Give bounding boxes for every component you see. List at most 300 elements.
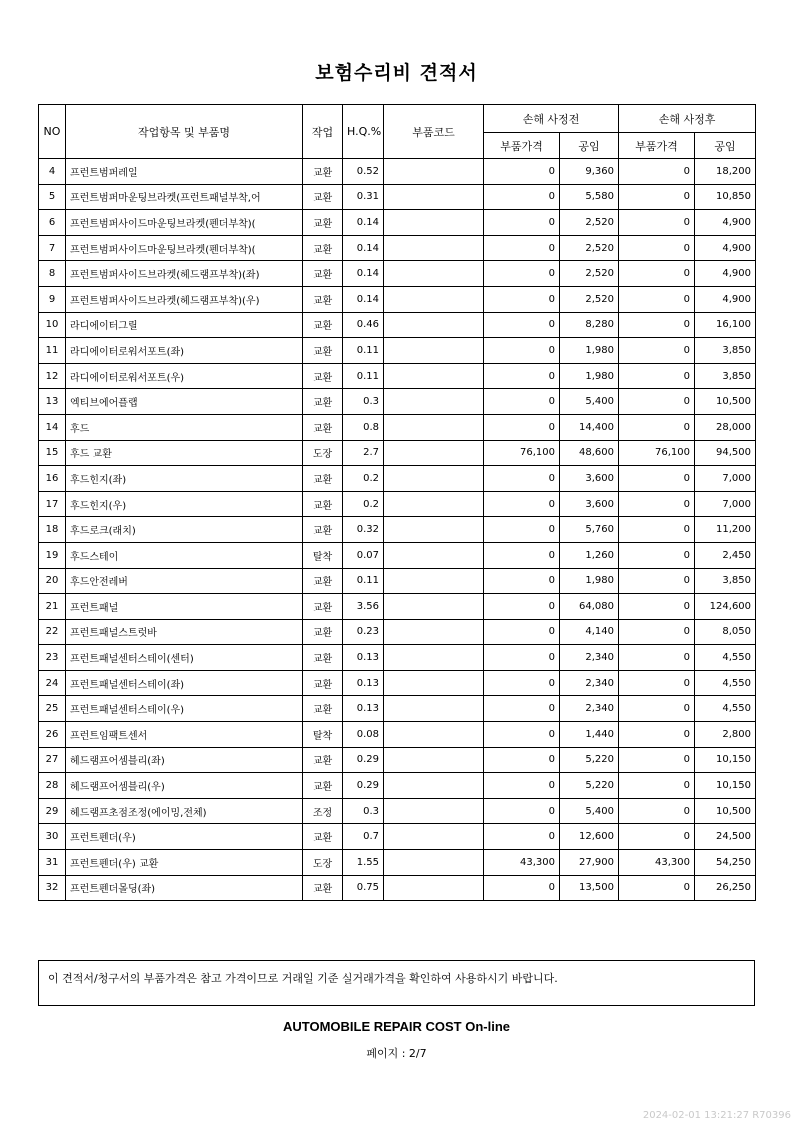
row-work-type: 교환 xyxy=(303,491,343,517)
row-after-part-price: 0 xyxy=(619,286,695,312)
row-after-part-price: 0 xyxy=(619,491,695,517)
row-no: 20 xyxy=(39,568,66,594)
row-hq: 3.56 xyxy=(343,594,384,620)
row-no: 15 xyxy=(39,440,66,466)
row-before-part-price: 0 xyxy=(484,517,560,543)
row-part-code xyxy=(384,491,484,517)
row-no: 14 xyxy=(39,414,66,440)
row-part-code xyxy=(384,159,484,185)
row-after-labor: 4,900 xyxy=(695,235,756,261)
table-row xyxy=(39,184,756,210)
table-row xyxy=(39,466,756,492)
row-after-part-price: 0 xyxy=(619,210,695,236)
row-hq: 0.14 xyxy=(343,286,384,312)
row-before-labor: 27,900 xyxy=(560,850,619,876)
row-work-type: 교환 xyxy=(303,747,343,773)
row-no: 25 xyxy=(39,696,66,722)
row-before-labor: 3,600 xyxy=(560,466,619,492)
row-before-part-price: 0 xyxy=(484,491,560,517)
row-before-part-price: 0 xyxy=(484,824,560,850)
row-part-code xyxy=(384,773,484,799)
row-work-type: 교환 xyxy=(303,517,343,543)
row-hq: 0.31 xyxy=(343,184,384,210)
row-work-type: 교환 xyxy=(303,184,343,210)
table-row xyxy=(39,747,756,773)
row-hq: 0.13 xyxy=(343,645,384,671)
row-part-code xyxy=(384,261,484,287)
row-hq: 0.11 xyxy=(343,568,384,594)
row-no: 26 xyxy=(39,722,66,748)
brand-footer: AUTOMOBILE REPAIR COST On-line xyxy=(282,1019,511,1034)
row-work-type: 교환 xyxy=(303,824,343,850)
row-before-part-price: 0 xyxy=(484,286,560,312)
row-before-part-price: 0 xyxy=(484,875,560,901)
row-item-name: 프런트범퍼마운팅브라켓(프런트패널부착,어 xyxy=(66,184,303,210)
row-after-part-price: 0 xyxy=(619,235,695,261)
row-no: 18 xyxy=(39,517,66,543)
row-before-part-price: 0 xyxy=(484,568,560,594)
row-before-labor: 1,260 xyxy=(560,542,619,568)
row-no: 30 xyxy=(39,824,66,850)
header-work: 작업 xyxy=(303,105,343,159)
row-after-part-price: 43,300 xyxy=(619,850,695,876)
row-after-part-price: 0 xyxy=(619,594,695,620)
row-before-part-price: 43,300 xyxy=(484,850,560,876)
row-part-code xyxy=(384,184,484,210)
row-after-labor: 3,850 xyxy=(695,568,756,594)
row-item-name: 프런트펜더(우) xyxy=(66,824,303,850)
row-before-labor: 5,400 xyxy=(560,389,619,415)
table-row xyxy=(39,722,756,748)
row-no: 19 xyxy=(39,542,66,568)
row-after-labor: 3,850 xyxy=(695,363,756,389)
row-no: 11 xyxy=(39,338,66,364)
table-row xyxy=(39,235,756,261)
row-no: 4 xyxy=(39,159,66,185)
table-row xyxy=(39,875,756,901)
print-timestamp: 2024-02-01 13:21:27 R70396 xyxy=(642,1110,791,1121)
table-row xyxy=(39,670,756,696)
row-no: 16 xyxy=(39,466,66,492)
row-before-part-price: 0 xyxy=(484,594,560,620)
row-before-labor: 1,440 xyxy=(560,722,619,748)
row-part-code xyxy=(384,568,484,594)
row-after-part-price: 0 xyxy=(619,414,695,440)
row-no: 17 xyxy=(39,491,66,517)
row-after-labor: 2,800 xyxy=(695,722,756,748)
row-after-labor: 28,000 xyxy=(695,414,756,440)
document-title: 보험수리비 견적서 xyxy=(315,62,478,84)
row-no: 28 xyxy=(39,773,66,799)
row-before-part-price: 0 xyxy=(484,261,560,287)
row-item-name: 후드스테이 xyxy=(66,542,303,568)
row-no: 24 xyxy=(39,670,66,696)
row-item-name: 프런트임팩트센서 xyxy=(66,722,303,748)
header-after-adjustment: 손해 사정후 xyxy=(619,105,756,133)
row-work-type: 교환 xyxy=(303,338,343,364)
row-after-part-price: 0 xyxy=(619,542,695,568)
row-part-code xyxy=(384,747,484,773)
row-part-code xyxy=(384,286,484,312)
row-no: 32 xyxy=(39,875,66,901)
table-row xyxy=(39,261,756,287)
table-row xyxy=(39,824,756,850)
row-hq: 0.3 xyxy=(343,798,384,824)
row-before-labor: 5,220 xyxy=(560,773,619,799)
row-part-code xyxy=(384,850,484,876)
row-item-name: 후드안전레버 xyxy=(66,568,303,594)
row-before-part-price: 0 xyxy=(484,542,560,568)
estimate-table xyxy=(38,104,756,901)
page-number: 페이지 : 2/7 xyxy=(366,1047,427,1060)
row-after-part-price: 0 xyxy=(619,670,695,696)
row-before-labor: 2,340 xyxy=(560,645,619,671)
table-row xyxy=(39,517,756,543)
row-part-code xyxy=(384,798,484,824)
header-item: 작업항목 및 부품명 xyxy=(66,105,303,159)
row-part-code xyxy=(384,722,484,748)
table-row xyxy=(39,850,756,876)
row-after-part-price: 0 xyxy=(619,875,695,901)
row-after-labor: 4,900 xyxy=(695,286,756,312)
row-part-code xyxy=(384,312,484,338)
row-after-labor: 10,150 xyxy=(695,747,756,773)
row-work-type: 교환 xyxy=(303,286,343,312)
table-row xyxy=(39,414,756,440)
row-part-code xyxy=(384,542,484,568)
row-before-part-price: 0 xyxy=(484,747,560,773)
row-after-part-price: 0 xyxy=(619,312,695,338)
row-after-labor: 124,600 xyxy=(695,594,756,620)
row-part-code xyxy=(384,645,484,671)
row-no: 13 xyxy=(39,389,66,415)
table-row xyxy=(39,286,756,312)
row-hq: 0.13 xyxy=(343,670,384,696)
row-after-labor: 11,200 xyxy=(695,517,756,543)
table-row xyxy=(39,594,756,620)
row-no: 21 xyxy=(39,594,66,620)
row-after-labor: 7,000 xyxy=(695,491,756,517)
row-before-labor: 14,400 xyxy=(560,414,619,440)
row-no: 8 xyxy=(39,261,66,287)
estimate-rows xyxy=(39,159,756,901)
row-before-part-price: 0 xyxy=(484,363,560,389)
header-after-labor: 공임 xyxy=(695,133,756,159)
row-work-type: 교환 xyxy=(303,670,343,696)
row-work-type: 도장 xyxy=(303,440,343,466)
row-item-name: 라디에이터그릴 xyxy=(66,312,303,338)
row-hq: 0.08 xyxy=(343,722,384,748)
row-hq: 0.2 xyxy=(343,466,384,492)
row-part-code xyxy=(384,696,484,722)
row-item-name: 라디에이터로워서포트(좌) xyxy=(66,338,303,364)
row-item-name: 프런트펜더(우) 교환 xyxy=(66,850,303,876)
row-before-part-price: 0 xyxy=(484,645,560,671)
row-after-labor: 54,250 xyxy=(695,850,756,876)
row-before-labor: 2,520 xyxy=(560,235,619,261)
header-part-code: 부품코드 xyxy=(384,105,484,159)
row-part-code xyxy=(384,389,484,415)
row-no: 27 xyxy=(39,747,66,773)
row-item-name: 프런트범퍼사이드브라켓(헤드램프부착)(좌) xyxy=(66,261,303,287)
table-row xyxy=(39,619,756,645)
row-work-type: 탈착 xyxy=(303,542,343,568)
row-after-part-price: 0 xyxy=(619,722,695,748)
row-before-labor: 64,080 xyxy=(560,594,619,620)
row-hq: 1.55 xyxy=(343,850,384,876)
row-item-name: 후드 xyxy=(66,414,303,440)
row-before-labor: 8,280 xyxy=(560,312,619,338)
header-before-part-price: 부품가격 xyxy=(484,133,560,159)
row-part-code xyxy=(384,517,484,543)
header-before-adjustment: 손해 사정전 xyxy=(484,105,619,133)
row-hq: 0.52 xyxy=(343,159,384,185)
row-after-labor: 4,550 xyxy=(695,696,756,722)
row-before-part-price: 0 xyxy=(484,798,560,824)
row-after-part-price: 0 xyxy=(619,338,695,364)
header-after-part-price: 부품가격 xyxy=(619,133,695,159)
row-after-labor: 7,000 xyxy=(695,466,756,492)
row-after-labor: 8,050 xyxy=(695,619,756,645)
row-hq: 0.8 xyxy=(343,414,384,440)
row-hq: 0.14 xyxy=(343,235,384,261)
row-after-labor: 4,900 xyxy=(695,261,756,287)
header-no: NO xyxy=(39,105,66,159)
row-before-part-price: 0 xyxy=(484,338,560,364)
row-after-part-price: 0 xyxy=(619,696,695,722)
row-before-labor: 2,340 xyxy=(560,696,619,722)
row-hq: 0.23 xyxy=(343,619,384,645)
row-part-code xyxy=(384,594,484,620)
row-before-labor: 5,580 xyxy=(560,184,619,210)
row-before-labor: 2,520 xyxy=(560,286,619,312)
row-before-part-price: 0 xyxy=(484,389,560,415)
row-hq: 0.7 xyxy=(343,824,384,850)
row-item-name: 후드힌지(우) xyxy=(66,491,303,517)
row-before-labor: 1,980 xyxy=(560,338,619,364)
row-item-name: 라디에이터로워서포트(우) xyxy=(66,363,303,389)
row-item-name: 프런트범퍼사이드마운팅브라켓(펜더부착)( xyxy=(66,235,303,261)
row-before-part-price: 76,100 xyxy=(484,440,560,466)
row-item-name: 헤드램프어셈블리(좌) xyxy=(66,747,303,773)
row-work-type: 교환 xyxy=(303,261,343,287)
row-part-code xyxy=(384,210,484,236)
row-item-name: 헤드램프어셈블리(우) xyxy=(66,773,303,799)
row-after-part-price: 0 xyxy=(619,747,695,773)
header-hq: H.Q.% xyxy=(343,105,384,159)
row-after-labor: 94,500 xyxy=(695,440,756,466)
row-after-labor: 3,850 xyxy=(695,338,756,364)
row-work-type: 교환 xyxy=(303,645,343,671)
row-no: 23 xyxy=(39,645,66,671)
row-before-labor: 4,140 xyxy=(560,619,619,645)
table-row xyxy=(39,159,756,185)
row-part-code xyxy=(384,414,484,440)
row-hq: 0.46 xyxy=(343,312,384,338)
row-work-type: 교환 xyxy=(303,568,343,594)
row-after-part-price: 0 xyxy=(619,389,695,415)
table-row xyxy=(39,491,756,517)
table-row xyxy=(39,542,756,568)
row-work-type: 교환 xyxy=(303,389,343,415)
row-item-name: 프런트패널센터스테이(센터) xyxy=(66,645,303,671)
row-no: 6 xyxy=(39,210,66,236)
table-row xyxy=(39,568,756,594)
row-after-labor: 4,900 xyxy=(695,210,756,236)
row-after-part-price: 0 xyxy=(619,261,695,287)
row-hq: 0.75 xyxy=(343,875,384,901)
table-row xyxy=(39,696,756,722)
table-row xyxy=(39,773,756,799)
row-work-type: 교환 xyxy=(303,619,343,645)
row-after-part-price: 0 xyxy=(619,517,695,543)
row-before-labor: 12,600 xyxy=(560,824,619,850)
row-item-name: 헤드램프초점조정(에이밍,전체) xyxy=(66,798,303,824)
row-before-part-price: 0 xyxy=(484,722,560,748)
row-work-type: 교환 xyxy=(303,414,343,440)
row-after-labor: 26,250 xyxy=(695,875,756,901)
row-before-part-price: 0 xyxy=(484,210,560,236)
row-hq: 0.29 xyxy=(343,747,384,773)
row-after-part-price: 0 xyxy=(619,363,695,389)
row-after-labor: 4,550 xyxy=(695,670,756,696)
row-before-labor: 1,980 xyxy=(560,568,619,594)
row-after-part-price: 0 xyxy=(619,619,695,645)
row-hq: 2.7 xyxy=(343,440,384,466)
row-after-part-price: 0 xyxy=(619,798,695,824)
row-item-name: 프런트범퍼사이드브라켓(헤드램프부착)(우) xyxy=(66,286,303,312)
table-row xyxy=(39,440,756,466)
row-hq: 0.13 xyxy=(343,696,384,722)
row-after-labor: 16,100 xyxy=(695,312,756,338)
table-row xyxy=(39,363,756,389)
row-work-type: 교환 xyxy=(303,363,343,389)
table-row xyxy=(39,210,756,236)
row-after-labor: 2,450 xyxy=(695,542,756,568)
row-after-labor: 10,150 xyxy=(695,773,756,799)
row-hq: 0.14 xyxy=(343,210,384,236)
row-before-part-price: 0 xyxy=(484,235,560,261)
row-after-labor: 18,200 xyxy=(695,159,756,185)
row-hq: 0.2 xyxy=(343,491,384,517)
row-after-labor: 24,500 xyxy=(695,824,756,850)
row-before-labor: 2,340 xyxy=(560,670,619,696)
row-after-part-price: 0 xyxy=(619,645,695,671)
row-work-type: 조정 xyxy=(303,798,343,824)
row-before-labor: 2,520 xyxy=(560,261,619,287)
row-before-labor: 9,360 xyxy=(560,159,619,185)
row-after-labor: 4,550 xyxy=(695,645,756,671)
row-after-part-price: 76,100 xyxy=(619,440,695,466)
price-notice: 이 견적서/청구서의 부품가격은 참고 가격이므로 거래일 기준 실거래가격을 확인하여 사용하시기 바랍니다. xyxy=(38,960,755,1006)
row-before-labor: 3,600 xyxy=(560,491,619,517)
row-before-part-price: 0 xyxy=(484,670,560,696)
row-after-labor: 10,500 xyxy=(695,389,756,415)
row-before-part-price: 0 xyxy=(484,159,560,185)
row-part-code xyxy=(384,363,484,389)
row-work-type: 교환 xyxy=(303,312,343,338)
header-before-labor: 공임 xyxy=(560,133,619,159)
row-part-code xyxy=(384,875,484,901)
row-item-name: 프런트패널 xyxy=(66,594,303,620)
row-item-name: 후드 교환 xyxy=(66,440,303,466)
row-after-labor: 10,850 xyxy=(695,184,756,210)
row-part-code xyxy=(384,235,484,261)
row-no: 12 xyxy=(39,363,66,389)
table-row xyxy=(39,798,756,824)
row-part-code xyxy=(384,466,484,492)
row-no: 31 xyxy=(39,850,66,876)
row-no: 5 xyxy=(39,184,66,210)
row-work-type: 교환 xyxy=(303,159,343,185)
row-item-name: 프런트패널센터스테이(좌) xyxy=(66,670,303,696)
row-item-name: 프런트패널스트럿바 xyxy=(66,619,303,645)
table-row xyxy=(39,645,756,671)
table-row xyxy=(39,338,756,364)
row-before-labor: 2,520 xyxy=(560,210,619,236)
row-work-type: 교환 xyxy=(303,594,343,620)
row-no: 22 xyxy=(39,619,66,645)
row-item-name: 프런트범퍼사이드마운팅브라켓(펜더부착)( xyxy=(66,210,303,236)
row-hq: 0.11 xyxy=(343,338,384,364)
row-hq: 0.07 xyxy=(343,542,384,568)
row-item-name: 엑티브에어플랩 xyxy=(66,389,303,415)
row-before-labor: 5,400 xyxy=(560,798,619,824)
row-work-type: 교환 xyxy=(303,875,343,901)
row-no: 9 xyxy=(39,286,66,312)
row-before-part-price: 0 xyxy=(484,619,560,645)
row-before-part-price: 0 xyxy=(484,312,560,338)
row-work-type: 교환 xyxy=(303,466,343,492)
row-no: 29 xyxy=(39,798,66,824)
row-part-code xyxy=(384,338,484,364)
row-hq: 0.14 xyxy=(343,261,384,287)
row-work-type: 교환 xyxy=(303,235,343,261)
row-no: 7 xyxy=(39,235,66,261)
row-before-part-price: 0 xyxy=(484,696,560,722)
row-item-name: 프런트패널센터스테이(우) xyxy=(66,696,303,722)
row-before-labor: 48,600 xyxy=(560,440,619,466)
table-row xyxy=(39,389,756,415)
row-hq: 0.32 xyxy=(343,517,384,543)
row-after-part-price: 0 xyxy=(619,184,695,210)
row-before-labor: 13,500 xyxy=(560,875,619,901)
row-before-part-price: 0 xyxy=(484,466,560,492)
row-part-code xyxy=(384,440,484,466)
row-hq: 0.11 xyxy=(343,363,384,389)
table-row xyxy=(39,312,756,338)
row-before-labor: 5,220 xyxy=(560,747,619,773)
row-before-part-price: 0 xyxy=(484,414,560,440)
row-after-part-price: 0 xyxy=(619,773,695,799)
row-before-part-price: 0 xyxy=(484,773,560,799)
row-work-type: 교환 xyxy=(303,773,343,799)
row-item-name: 프런트범퍼레일 xyxy=(66,159,303,185)
row-work-type: 교환 xyxy=(303,696,343,722)
row-hq: 0.29 xyxy=(343,773,384,799)
row-work-type: 교환 xyxy=(303,210,343,236)
row-part-code xyxy=(384,824,484,850)
row-part-code xyxy=(384,619,484,645)
row-after-part-price: 0 xyxy=(619,824,695,850)
row-before-part-price: 0 xyxy=(484,184,560,210)
row-before-labor: 1,980 xyxy=(560,363,619,389)
row-after-labor: 10,500 xyxy=(695,798,756,824)
row-after-part-price: 0 xyxy=(619,159,695,185)
row-after-part-price: 0 xyxy=(619,568,695,594)
row-item-name: 후드힌지(좌) xyxy=(66,466,303,492)
row-work-type: 탈착 xyxy=(303,722,343,748)
